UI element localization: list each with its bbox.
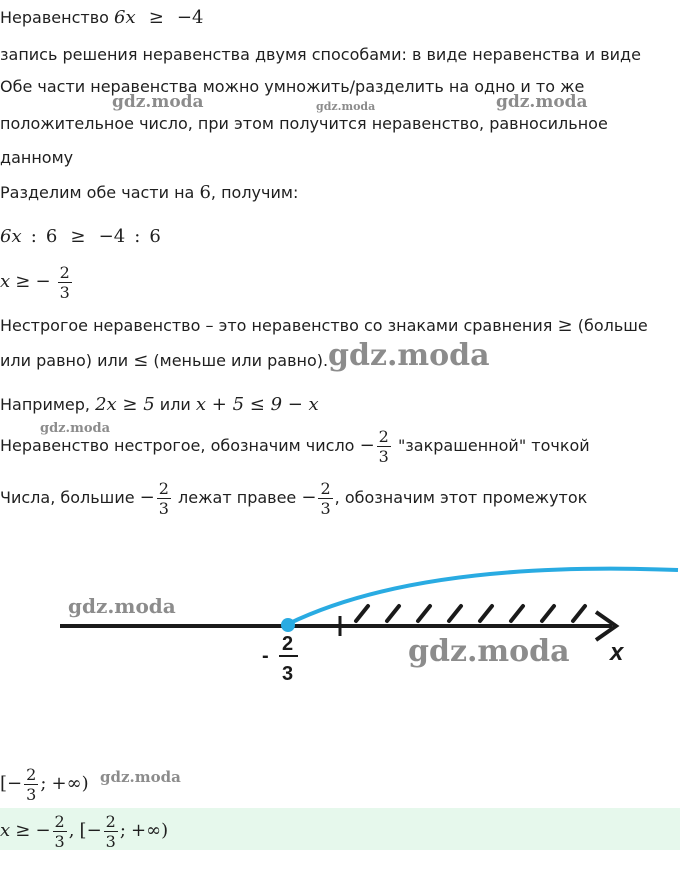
answer-fraction <box>53 812 67 851</box>
interval-open: [ <box>0 773 8 794</box>
answer-sign: − <box>35 820 51 841</box>
interval-num: 2 <box>26 765 37 784</box>
answer-close: ) <box>161 820 169 841</box>
p8-text: Например, <box>0 395 91 414</box>
paragraph-2: Обе части неравенства можно умножить/разделить на одно и то же <box>0 77 585 96</box>
watermark: gdz.moda <box>328 338 490 373</box>
number-line-axis-label: x <box>610 639 624 666</box>
eq1-lhs: 6x <box>0 226 22 247</box>
p10-num-2: 2 <box>320 479 331 498</box>
watermark: gdz.moda <box>112 92 204 112</box>
p9-num: 2 <box>378 427 389 446</box>
p9-text: Неравенство нестрогое, обозначим число <box>0 436 355 455</box>
watermark: gdz.moda <box>100 768 181 786</box>
paragraph-3: положительное число, при этом получится неравенство, равносильное <box>0 114 608 133</box>
p8-example-1: 2x ≥ 5 <box>95 394 155 415</box>
answer-num: 2 <box>54 812 65 831</box>
p10-sign-2: − <box>301 487 317 508</box>
p10-fraction-1 <box>157 479 171 518</box>
eq2-num: 2 <box>59 263 70 282</box>
p6-tail: (больше <box>577 316 648 335</box>
interval-sep: ; <box>40 773 47 794</box>
equation-result <box>0 262 74 302</box>
eq2-den: 3 <box>59 283 70 302</box>
answer-sign-2: − <box>86 820 102 841</box>
eq1-op1: : <box>30 226 37 247</box>
answer-den-2: 3 <box>105 832 116 851</box>
eq2-rel: ≥ <box>15 271 31 292</box>
number-line-hatching <box>356 606 585 621</box>
p5-text: Разделим обе части на <box>0 183 195 202</box>
eq1-rel: ≥ <box>70 226 86 247</box>
answer-line <box>0 808 168 854</box>
paragraph-6 <box>0 316 648 336</box>
p10-sign-1: − <box>139 487 155 508</box>
title-prefix: Неравенство <box>0 8 109 27</box>
interval-fraction <box>24 765 38 804</box>
eq2-var: x <box>0 271 11 292</box>
title-line <box>0 8 203 28</box>
paragraph-8 <box>0 395 319 415</box>
p5-num: 6 <box>199 182 211 203</box>
p10-den-1: 3 <box>158 499 169 518</box>
paragraph-5 <box>0 183 298 203</box>
number-line-point-sign: - <box>262 645 269 667</box>
number-line-point <box>281 618 295 632</box>
paragraph-10 <box>0 476 587 520</box>
answer-comma: , <box>68 820 75 841</box>
p9-den: 3 <box>378 447 389 466</box>
p5-suffix: , получим: <box>210 183 299 202</box>
p10-tail: , обозначим этот промежуток <box>334 488 588 507</box>
eq1-d1: 6 <box>45 226 58 247</box>
title-rel: ≥ <box>148 7 164 28</box>
p10-text: Числа, большие <box>0 488 135 507</box>
answer-inf: +∞ <box>131 820 162 841</box>
p8-or: или <box>159 395 191 414</box>
p10-den-2: 3 <box>320 499 331 518</box>
eq1-op2: : <box>134 226 141 247</box>
watermark: gdz.moda <box>408 634 570 669</box>
equation-divide <box>0 227 161 247</box>
answer-var: x <box>0 820 11 841</box>
number-line-point-den: 3 <box>282 663 294 685</box>
p10-fraction-2 <box>318 479 332 518</box>
paragraph-4: данному <box>0 148 74 167</box>
p8-example-2: x + 5 ≤ 9 − x <box>195 394 319 415</box>
p9-fraction <box>377 427 391 466</box>
title-lhs: 6x <box>114 7 136 28</box>
p6-text: Нестрогое неравенство – это неравенство со знаками сравнения <box>0 316 553 335</box>
answer-rel: ≥ <box>15 820 31 841</box>
paragraph-1: запись решения неравенства двумя способами: в виде неравенства и виде <box>0 45 641 64</box>
eq1-d2: 6 <box>149 226 161 247</box>
p7-text: или равно) или <box>0 351 129 370</box>
interval-inf: +∞ <box>51 773 82 794</box>
interval-sign: − <box>7 773 23 794</box>
p10-middle: лежат правее <box>178 488 297 507</box>
title-rhs: −4 <box>176 7 204 28</box>
interval-close: ) <box>81 773 89 794</box>
eq1-rhs: −4 <box>98 226 126 247</box>
p7-tail: (меньше или равно). <box>153 351 329 370</box>
watermark: gdz.moda <box>316 100 376 113</box>
answer-num-2: 2 <box>105 812 116 831</box>
eq2-fraction <box>58 263 72 302</box>
number-line-point-num: 2 <box>282 633 294 655</box>
watermark: gdz.moda <box>496 92 588 112</box>
answer-fraction-2 <box>104 812 118 851</box>
answer-open: [ <box>79 820 87 841</box>
p6-sym: ≥ <box>557 315 573 336</box>
watermark: gdz.moda <box>40 421 111 436</box>
paragraph-7 <box>0 351 328 371</box>
eq2-sign: − <box>35 271 51 292</box>
p9-sign: − <box>359 435 375 456</box>
watermark: gdz.moda <box>68 594 176 618</box>
p9-tail: "закрашенной" точкой <box>397 436 590 455</box>
interval-line <box>0 762 89 806</box>
number-line <box>0 540 680 720</box>
p10-num-1: 2 <box>158 479 169 498</box>
p7-sym: ≤ <box>133 350 149 371</box>
answer-sep: ; <box>119 820 126 841</box>
answer-den: 3 <box>54 832 65 851</box>
interval-den: 3 <box>26 785 37 804</box>
